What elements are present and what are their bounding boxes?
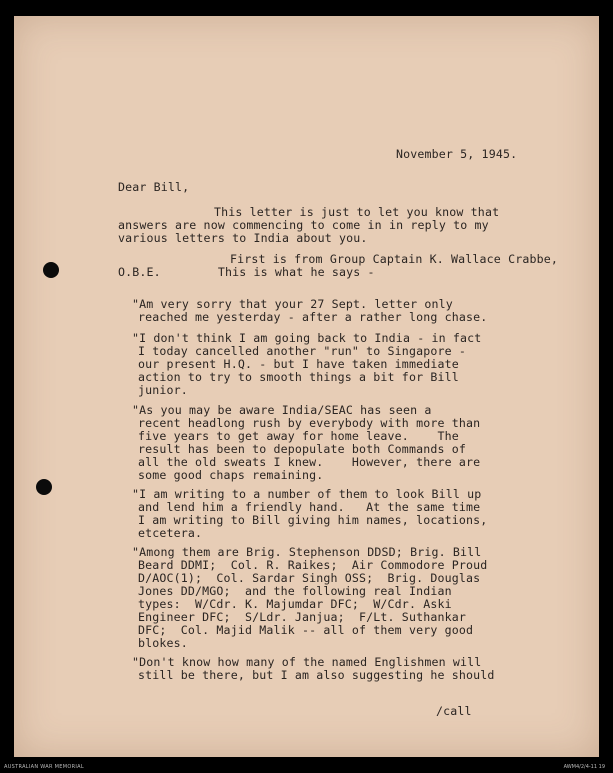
- punch-hole-top: [43, 262, 59, 278]
- quote-3-line: "As you may be aware India/SEAC has seen a: [132, 403, 432, 417]
- archive-footer: [0, 757, 613, 773]
- quote-5-line: types: W/Cdr. K. Majumdar DFC; W/Cdr. Aski: [138, 597, 452, 611]
- quote-5-line: D/AOC(1); Col. Sardar Singh OSS; Brig. Douglas: [138, 571, 481, 585]
- quote-1-line: "Am very sorry that your 27 Sept. letter only: [132, 297, 453, 311]
- quote-4-line: "I am writing to a number of them to look Bill up: [132, 487, 482, 501]
- salutation: Dear Bill,: [118, 180, 190, 194]
- paragraph-1-line: answers are now commencing to come in in reply to my: [118, 218, 489, 232]
- quote-5-line: DFC; Col. Majid Malik -- all of them very good: [138, 623, 474, 637]
- quote-3-line: recent headlong rush by everybody with more than: [138, 416, 481, 430]
- quote-2-line: our present H.Q. - but I have taken immediate: [138, 357, 459, 371]
- quote-4-line: and lend him a friendly hand. At the same time: [138, 500, 481, 514]
- quote-4-line: etcetera.: [138, 526, 203, 540]
- quote-6-line: "Don't know how many of the named Englishmen will: [132, 655, 482, 669]
- quote-2-line: "I don't think I am going back to India - in fact: [132, 331, 482, 345]
- archive-reference: AWM4/2/4-11 19: [563, 764, 605, 770]
- paragraph-1-line: various letters to India about you.: [118, 231, 368, 245]
- quote-4-line: I am writing to Bill giving him names, locations,: [138, 513, 488, 527]
- quote-2-line: action to try to smooth things a bit for Bill: [138, 370, 459, 384]
- letter-date: November 5, 1945.: [396, 147, 518, 161]
- quote-3-line: some good chaps remaining.: [138, 468, 324, 482]
- quote-1-line: reached me yesterday - after a rather long chase.: [138, 310, 488, 324]
- quote-2-line: I today cancelled another "run" to Singapore -: [138, 344, 466, 358]
- letter-page: [14, 16, 599, 757]
- quote-3-line: all the old sweats I knew. However, there are: [138, 455, 481, 469]
- punch-hole-bottom: [36, 479, 52, 495]
- quote-5-line: Jones DD/MGO; and the following real Indian: [138, 584, 452, 598]
- archive-credit: AUSTRALIAN WAR MEMORIAL: [4, 764, 84, 770]
- quote-5-line: Beard DDMI; Col. R. Raikes; Air Commodore Proud: [138, 558, 488, 572]
- paragraph-1-line: This letter is just to let you know that: [214, 205, 500, 219]
- paragraph-2-line: First is from Group Captain K. Wallace Crabbe,: [230, 252, 558, 266]
- quote-5-line: Engineer DFC; S/Ldr. Janjua; F/Lt. Suthankar: [138, 610, 466, 624]
- quote-3-line: result has been to depopulate both Commands of: [138, 442, 466, 456]
- paragraph-2-line: O.B.E. This is what he says -: [118, 265, 375, 279]
- quote-6-line: still be there, but I am also suggesting he should: [138, 668, 495, 682]
- quote-5-line: blokes.: [138, 636, 188, 650]
- quote-5-line: "Among them are Brig. Stephenson DDSD; Brig. Bill: [132, 545, 482, 559]
- continuation-mark: /call: [436, 704, 472, 718]
- quote-2-line: junior.: [138, 383, 188, 397]
- quote-3-line: five years to get away for home leave. The: [138, 429, 459, 443]
